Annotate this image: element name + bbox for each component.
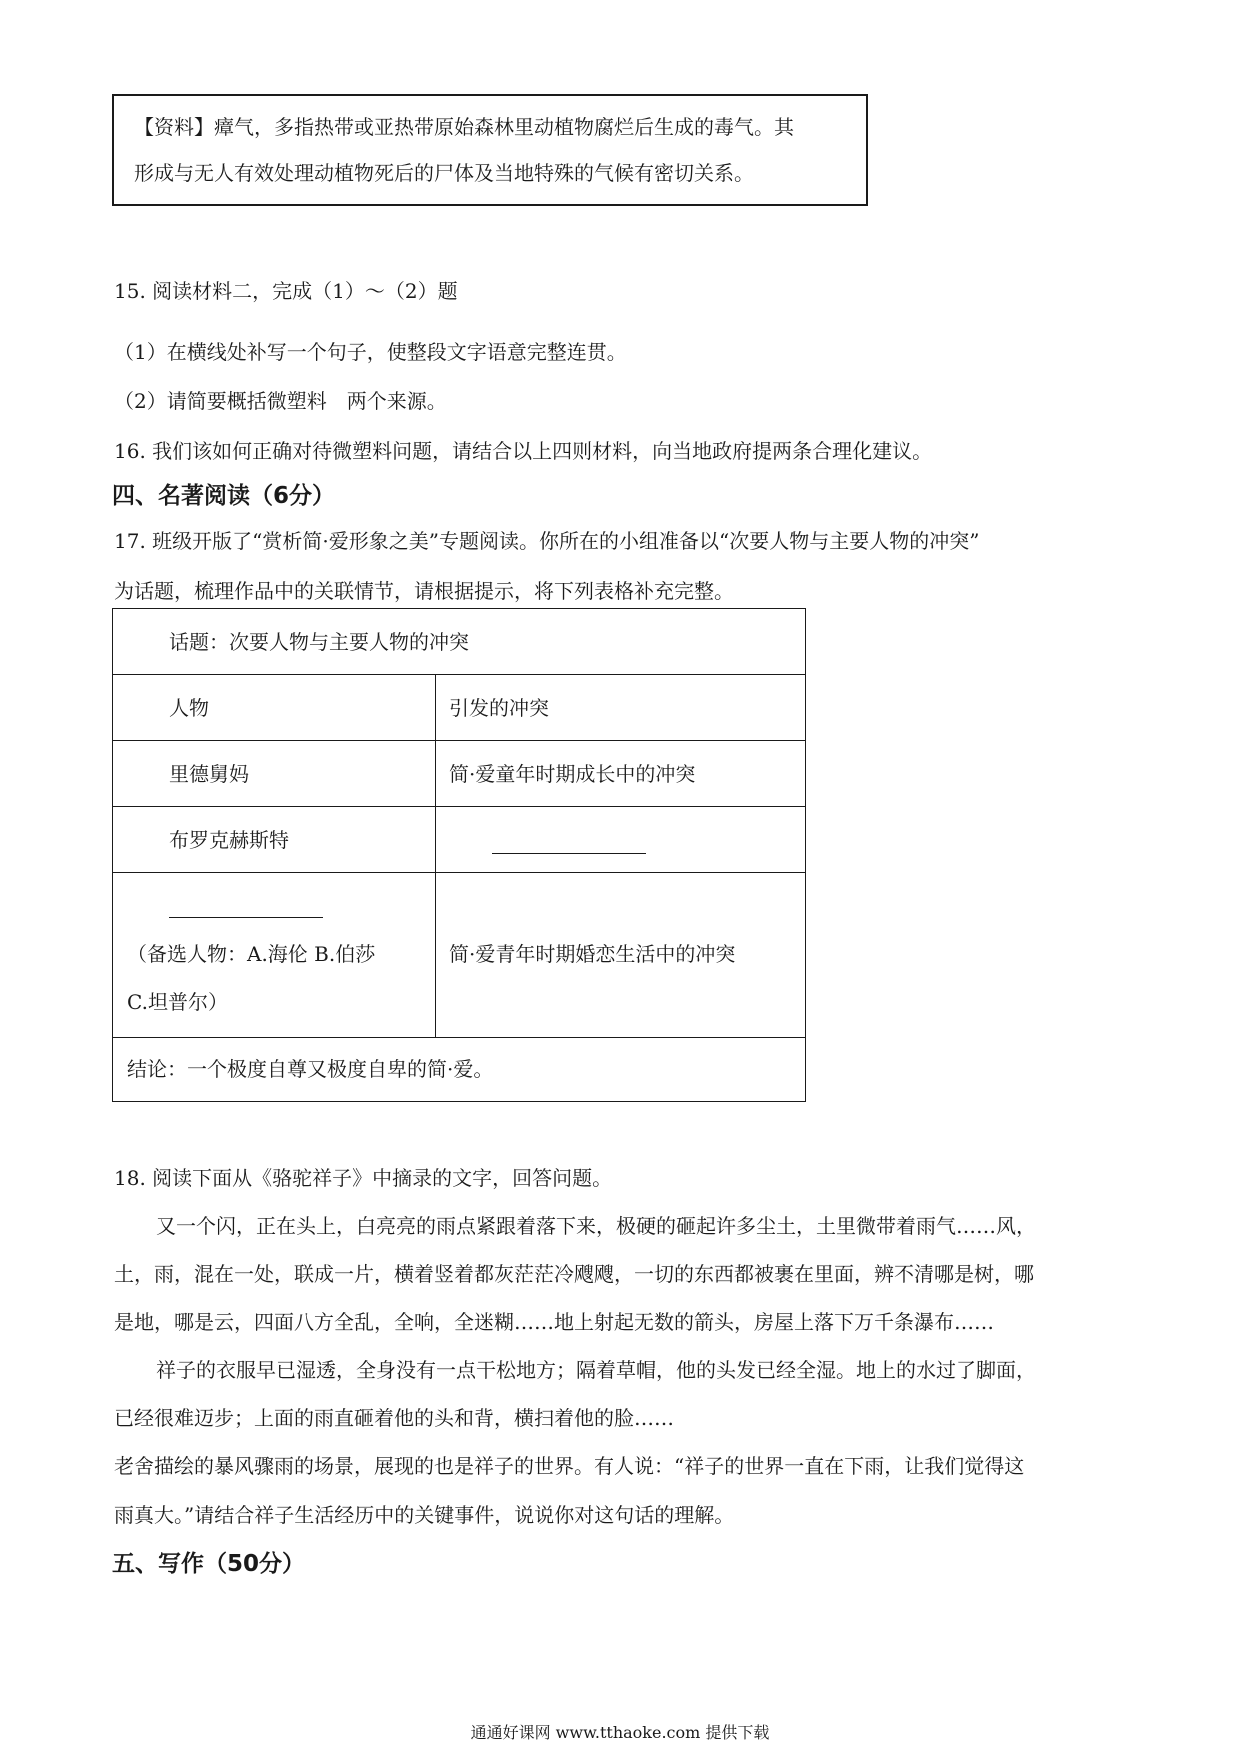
table-row-3-conflict: 简·爱青年时期婚恋生活中的冲突 [449, 942, 736, 966]
table-row-2-conflict-cell [435, 806, 806, 873]
question-15-sub-1: （1）在横线处补写一个句子，使整段文字语意完整连贯。 [114, 340, 627, 364]
table-header-person: 人物 [169, 696, 209, 720]
material-note-box [112, 94, 868, 206]
question-18-prompt-line-1: 老舍描绘的暴风骤雨的场景，展现的也是祥子的世界。有人说：“祥子的世界一直在下雨，让我们觉得这 [114, 1454, 1025, 1478]
conflict-table [112, 608, 806, 1102]
question-18-prompt-line-2: 雨真大。”请结合祥子生活经历中的关键事件，说说你对这句话的理解。 [114, 1503, 735, 1527]
table-conclusion: 结论：一个极度自尊又极度自卑的简·爱。 [127, 1057, 494, 1081]
question-17-line-2: 为话题，梳理作品中的关联情节，请根据提示，将下列表格补充完整。 [114, 579, 734, 603]
table-row-2-person: 布罗克赫斯特 [169, 828, 289, 852]
section-5-title: 五、写作（50分） [112, 1551, 306, 1577]
passage-para-1-line-2: 土，雨，混在一处，联成一片，横着竖着都灰茫茫冷飕飕，一切的东西都被裹在里面，辨不清哪是树，哪 [114, 1262, 1034, 1286]
table-row-3-answer-blank[interactable] [169, 917, 323, 918]
table-header-conflict-cell [435, 674, 806, 741]
table-topic-cell [112, 608, 806, 675]
question-18-stem: 18. 阅读下面从《骆驼祥子》中摘录的文字，回答问题。 [114, 1166, 613, 1190]
question-15-stem: 15. 阅读材料二，完成（1）～（2）题 [114, 279, 458, 303]
passage-para-1-line-3: 是地，哪是云，四面八方全乱，全响，全迷糊……地上射起无数的箭头，房屋上落下万千条瀑布…… [114, 1310, 994, 1334]
question-15-sub-2: （2）请简要概括微塑料 两个来源。 [114, 389, 447, 413]
table-row-1-person: 里德舅妈 [169, 762, 249, 786]
table-conclusion-cell [112, 1037, 806, 1102]
table-row-3-conflict-cell [435, 872, 806, 1038]
material-note-line-1: 【资料】瘴气，多指热带或亚热带原始森林里动植物腐烂后生成的毒气。其 [134, 115, 794, 139]
table-row-2-person-cell [112, 806, 436, 873]
table-row-3-person-cell [112, 872, 436, 1038]
table-row-3-options-line-2: C.坦普尔） [127, 990, 228, 1014]
table-row-1-person-cell [112, 740, 436, 807]
table-header-conflict: 引发的冲突 [449, 696, 549, 720]
page-footer: 通通好课网 www.tthaoke.com 提供下载 [470, 1723, 770, 1742]
passage-para-2-line-2: 已经很难迈步；上面的雨直砸着他的头和背，横扫着他的脸…… [114, 1406, 674, 1430]
passage-para-1-line-1: 又一个闪，正在头上，白亮亮的雨点紧跟着落下来，极硬的砸起许多尘土，土里微带着雨气……风， [156, 1214, 1036, 1238]
table-row-3-options-line-1: （备选人物：A.海伦 B.伯莎 [127, 942, 376, 966]
question-16-stem: 16. 我们该如何正确对待微塑料问题，请结合以上四则材料，向当地政府提两条合理化建议。 [114, 439, 933, 463]
section-4-title: 四、名著阅读（6分） [112, 483, 336, 509]
table-row-1-conflict-cell [435, 740, 806, 807]
question-17-line-1: 17. 班级开版了“赏析简·爱形象之美”专题阅读。你所在的小组准备以“次要人物与主要人物的冲突” [114, 529, 980, 553]
passage-para-2-line-1: 祥子的衣服早已湿透，全身没有一点干松地方；隔着草帽，他的头发已经全湿。地上的水过了脚面， [156, 1358, 1036, 1382]
table-topic: 话题：次要人物与主要人物的冲突 [169, 630, 469, 654]
table-header-person-cell [112, 674, 436, 741]
material-note-line-2: 形成与无人有效处理动植物死后的尸体及当地特殊的气候有密切关系。 [134, 161, 754, 185]
table-row-2-answer-blank[interactable] [492, 853, 646, 854]
table-row-1-conflict: 简·爱童年时期成长中的冲突 [449, 762, 696, 786]
